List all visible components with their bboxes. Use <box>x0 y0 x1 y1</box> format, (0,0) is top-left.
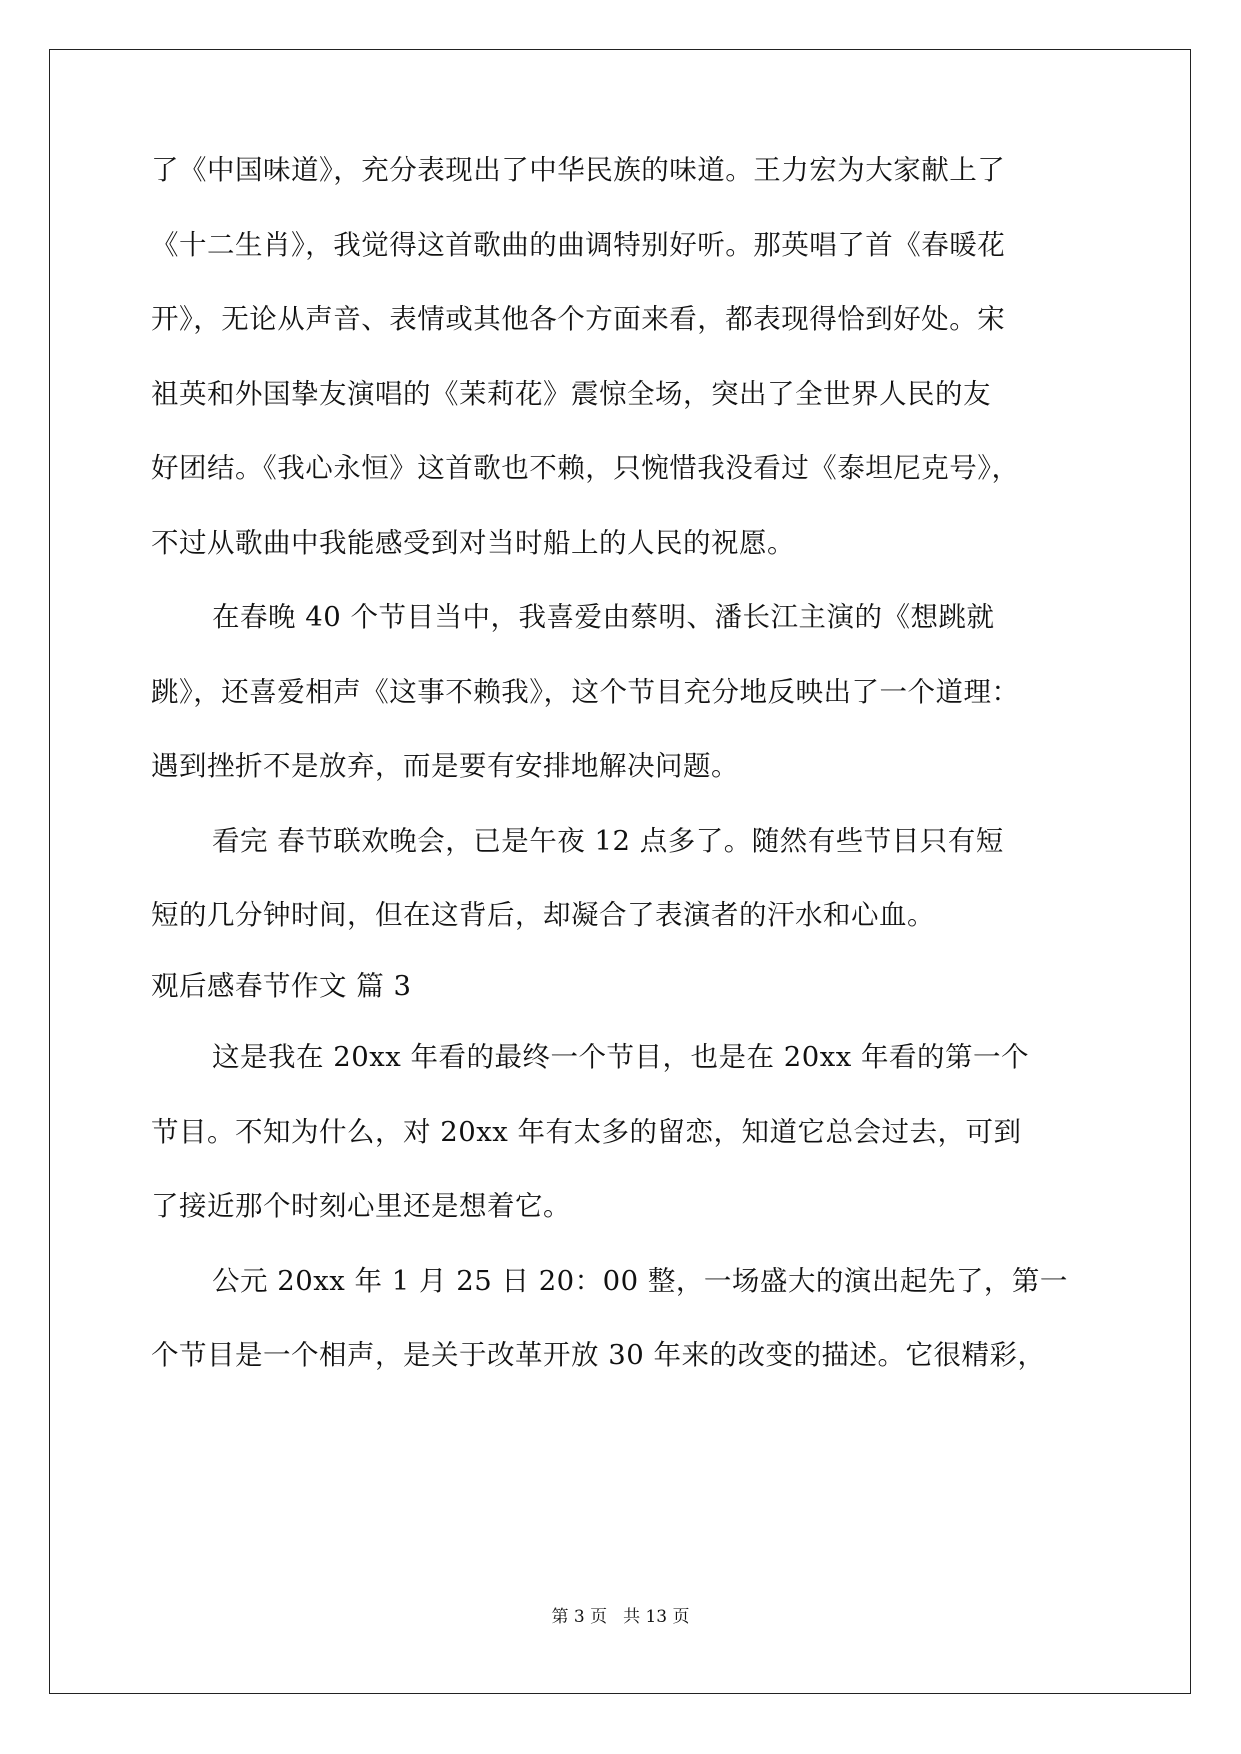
text-line: 好团结。《我心永恒》这首歌也不赖，只惋惜我没看过《泰坦尼克号》， <box>151 452 1020 484</box>
text-line: 个节目是一个相声，是关于改革开放 30 年来的改变的描述。它很精彩， <box>151 1339 1046 1371</box>
paragraph-first-line: 看完 春节联欢晚会，已是午夜 12 点多了。随然有些节目只有短 <box>212 825 1004 857</box>
page-number: 第 3 页 <box>551 1607 608 1627</box>
page-border <box>49 49 1191 1694</box>
page-footer <box>0 1605 1241 1629</box>
paragraph-first-line: 在春晚 40 个节目当中，我喜爱由蔡明、潘长江主演的《想跳就 <box>212 601 995 633</box>
page-total: 共 13 页 <box>623 1607 690 1627</box>
text-line: 遇到挫折不是放弃，而是要有安排地解决问题。 <box>151 750 739 782</box>
text-line: 了接近那个时刻心里还是想着它。 <box>151 1190 571 1222</box>
text-line: 祖英和外国挚友演唱的《茉莉花》震惊全场，突出了全世界人民的友 <box>151 378 991 410</box>
section-heading: 观后感春节作文 篇 3 <box>151 970 412 1002</box>
paragraph-first-line: 公元 20xx 年 1 月 25 日 20：00 整，一场盛大的演出起先了，第一 <box>212 1265 1068 1297</box>
text-line: 了《中国味道》，充分表现出了中华民族的味道。王力宏为大家献上了 <box>151 154 1006 186</box>
text-line: 不过从歌曲中我能感受到对当时船上的人民的祝愿。 <box>151 527 795 559</box>
text-line: 《十二生肖》，我觉得这首歌曲的曲调特别好听。那英唱了首《春暖花 <box>151 229 1006 261</box>
text-line: 开》，无论从声音、表情或其他各个方面来看，都表现得恰到好处。宋 <box>151 303 1006 335</box>
text-line: 节目。不知为什么，对 20xx 年有太多的留恋，知道它总会过去，可到 <box>151 1116 1022 1148</box>
paragraph-first-line: 这是我在 20xx 年看的最终一个节目，也是在 20xx 年看的第一个 <box>212 1041 1029 1073</box>
text-line: 短的几分钟时间，但在这背后，却凝合了表演者的汗水和心血。 <box>151 899 935 931</box>
text-line: 跳》，还喜爱相声《这事不赖我》，这个节目充分地反映出了一个道理： <box>151 676 1020 708</box>
